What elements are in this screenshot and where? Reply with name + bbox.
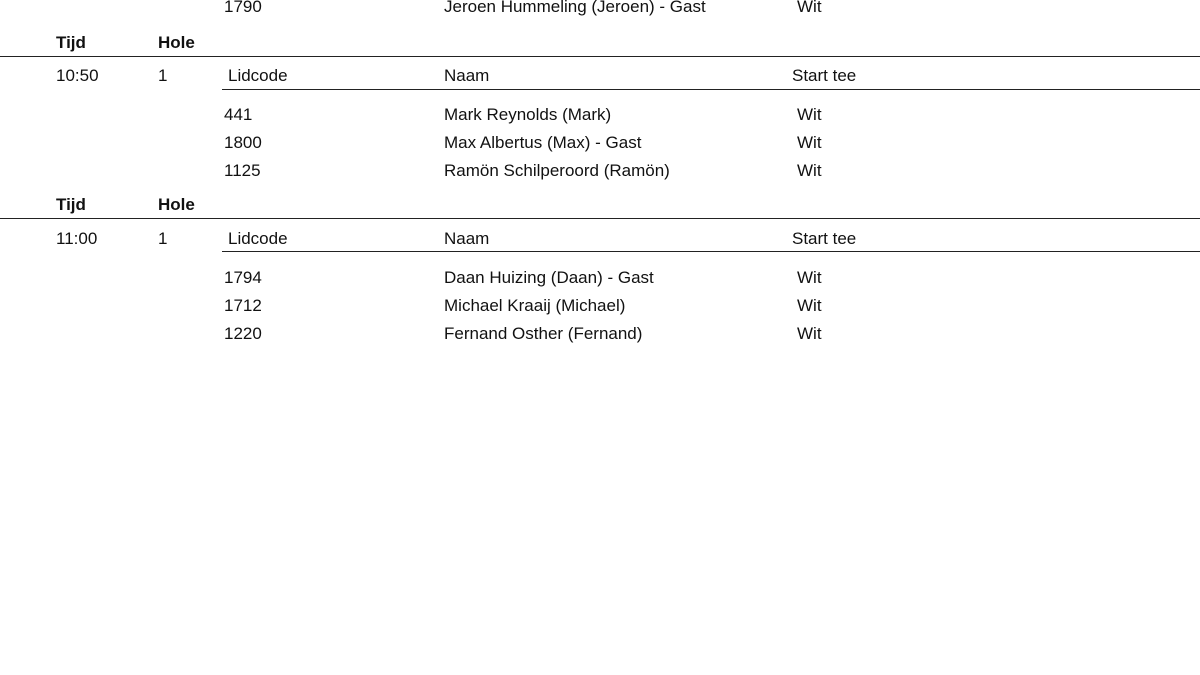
lidcode-cell: 1125 xyxy=(224,161,261,180)
column-header-naam: Naam xyxy=(444,229,490,248)
column-header-start-tee: Start tee xyxy=(792,66,857,85)
naam-cell: Fernand Osther (Fernand) xyxy=(444,324,643,343)
tijd-header: Tijd xyxy=(56,33,86,52)
start-tee-cell: Wit xyxy=(797,324,822,343)
hole-header: Hole xyxy=(158,33,195,52)
naam-cell: Mark Reynolds (Mark) xyxy=(444,105,612,124)
tijd-header: Tijd xyxy=(56,195,86,214)
lidcode-cell: 1712 xyxy=(224,296,262,315)
naam-cell: Max Albertus (Max) - Gast xyxy=(444,133,642,152)
start-tee-cell: Wit xyxy=(797,161,822,180)
hole-header: Hole xyxy=(158,195,195,214)
start-tee-cell: Wit xyxy=(797,296,822,315)
tijd-value: 10:50 xyxy=(56,66,99,85)
lidcode-cell: 441 xyxy=(224,105,253,124)
column-header-lidcode: Lidcode xyxy=(228,229,288,248)
start-tee-cell: Wit xyxy=(797,268,822,287)
naam-cell: Daan Huizing (Daan) - Gast xyxy=(444,268,654,287)
start-tee-cell: Wit xyxy=(797,0,822,16)
start-tee-cell: Wit xyxy=(797,105,822,124)
lidcode-cell: 1800 xyxy=(224,133,262,152)
naam-cell: Ramön Schilperoord (Ramön) xyxy=(444,161,670,180)
lidcode-cell: 1220 xyxy=(224,324,262,343)
divider xyxy=(222,251,1200,252)
lidcode-cell: 1790 xyxy=(224,0,262,16)
naam-cell: Michael Kraaij (Michael) xyxy=(444,296,626,315)
divider xyxy=(0,218,1200,219)
start-tee-cell: Wit xyxy=(797,133,822,152)
naam-cell: Jeroen Hummeling (Jeroen) - Gast xyxy=(444,0,706,16)
column-header-start-tee: Start tee xyxy=(792,229,857,248)
column-header-naam: Naam xyxy=(444,66,490,85)
tijd-value: 11:00 xyxy=(56,229,98,248)
hole-value: 1 xyxy=(158,229,168,248)
divider xyxy=(0,56,1200,57)
column-header-lidcode: Lidcode xyxy=(228,66,288,85)
lidcode-cell: 1794 xyxy=(224,268,262,287)
hole-value: 1 xyxy=(158,66,168,85)
divider xyxy=(222,89,1200,90)
